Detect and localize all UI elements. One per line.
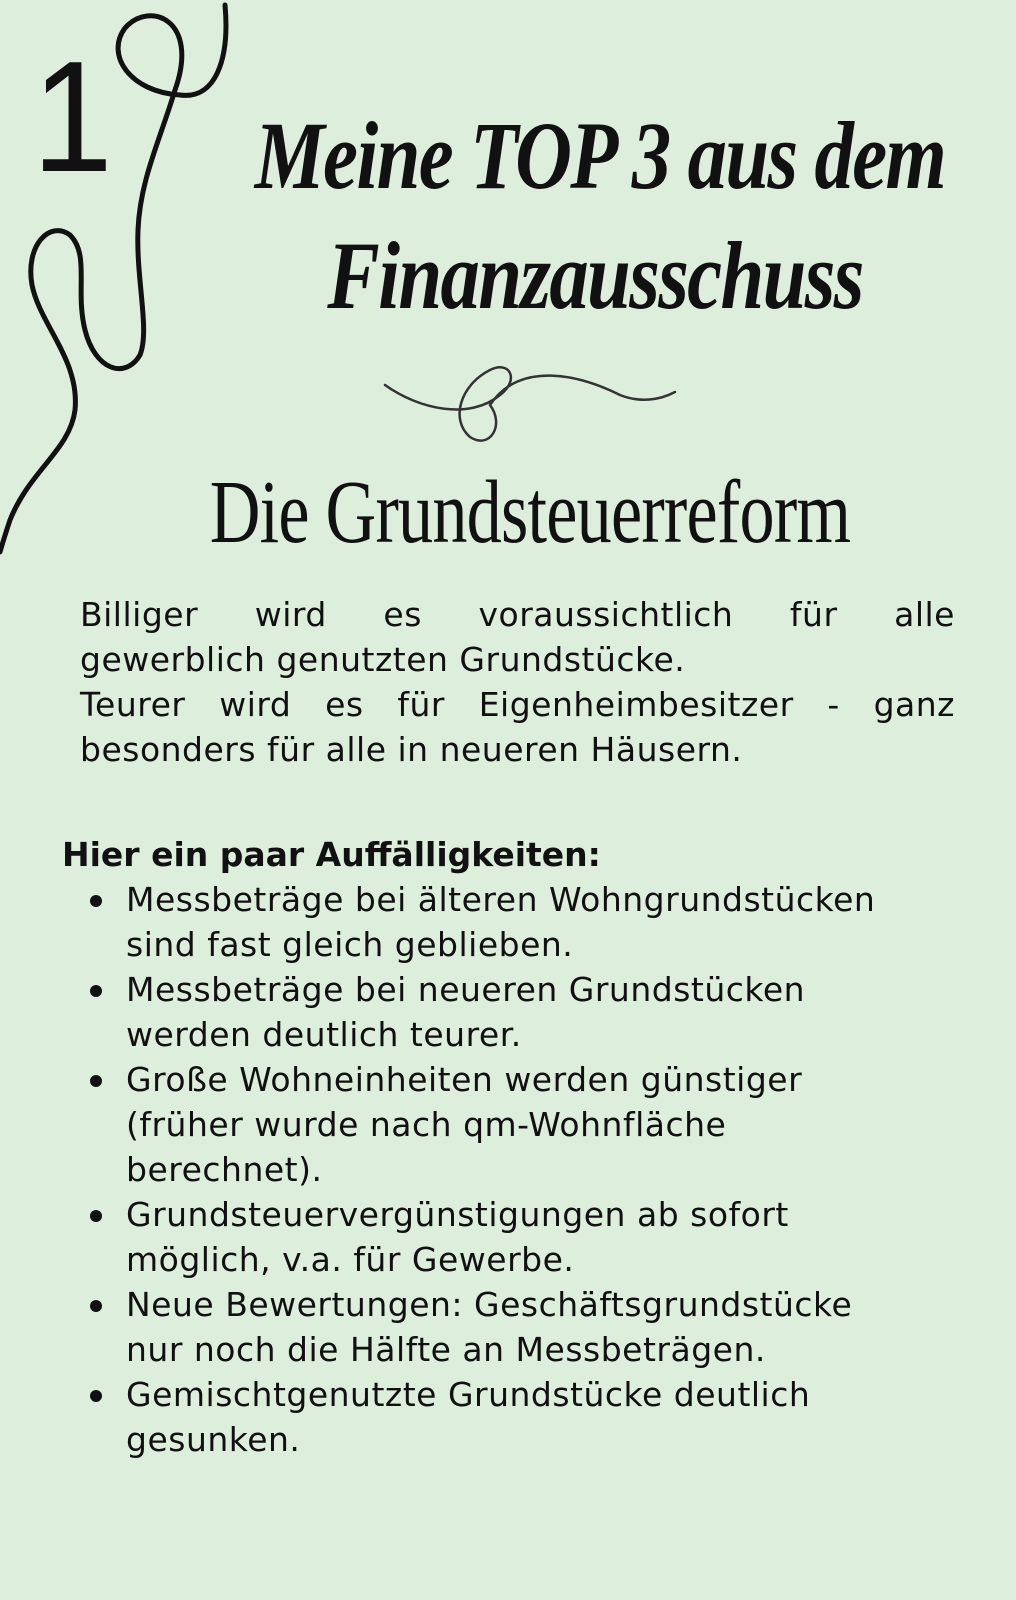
section-subtitle: Die Grundsteuerreform (209, 463, 851, 562)
title-line-2: Finanzausschuss (327, 222, 863, 329)
intro-sentence-2: Teurer wird es für Eigenheimbesitzer - ganz besonders für alle in neueren Häusern. (80, 685, 955, 769)
list-item: Messbeträge bei älteren Wohngrundstücken sind fast gleich geblieben. (88, 877, 908, 967)
intro-line-1: Billiger wird es voraussichtlich für alle (80, 595, 955, 634)
list-item: Gemischtgenutzte Grundstücke deutlich gesunken. (88, 1372, 908, 1462)
list-heading: Hier ein paar Auffälligkeiten: (62, 835, 601, 874)
list-item: Große Wohneinheiten werden günstiger (früher wurde nach qm-Wohnfläche berechnet). (88, 1057, 908, 1192)
intro-paragraph (80, 592, 955, 772)
page-title (254, 96, 946, 336)
list-item: Messbeträge bei neueren Grundstücken werden deutlich teurer. (88, 967, 908, 1057)
findings-list (88, 877, 908, 1462)
title-line-1: Meine TOP 3 aus dem (254, 102, 946, 209)
list-item: Neue Bewertungen: Geschäftsgrundstücke nur noch die Hälfte an Messbeträgen. (88, 1282, 908, 1372)
list-item: Grundsteuervergünstigungen ab sofort möglich, v.a. für Gewerbe. (88, 1192, 908, 1282)
item-number: 1 (32, 29, 113, 205)
intro-line-2: gewerblich genutzten Grundstücke. (80, 640, 686, 679)
